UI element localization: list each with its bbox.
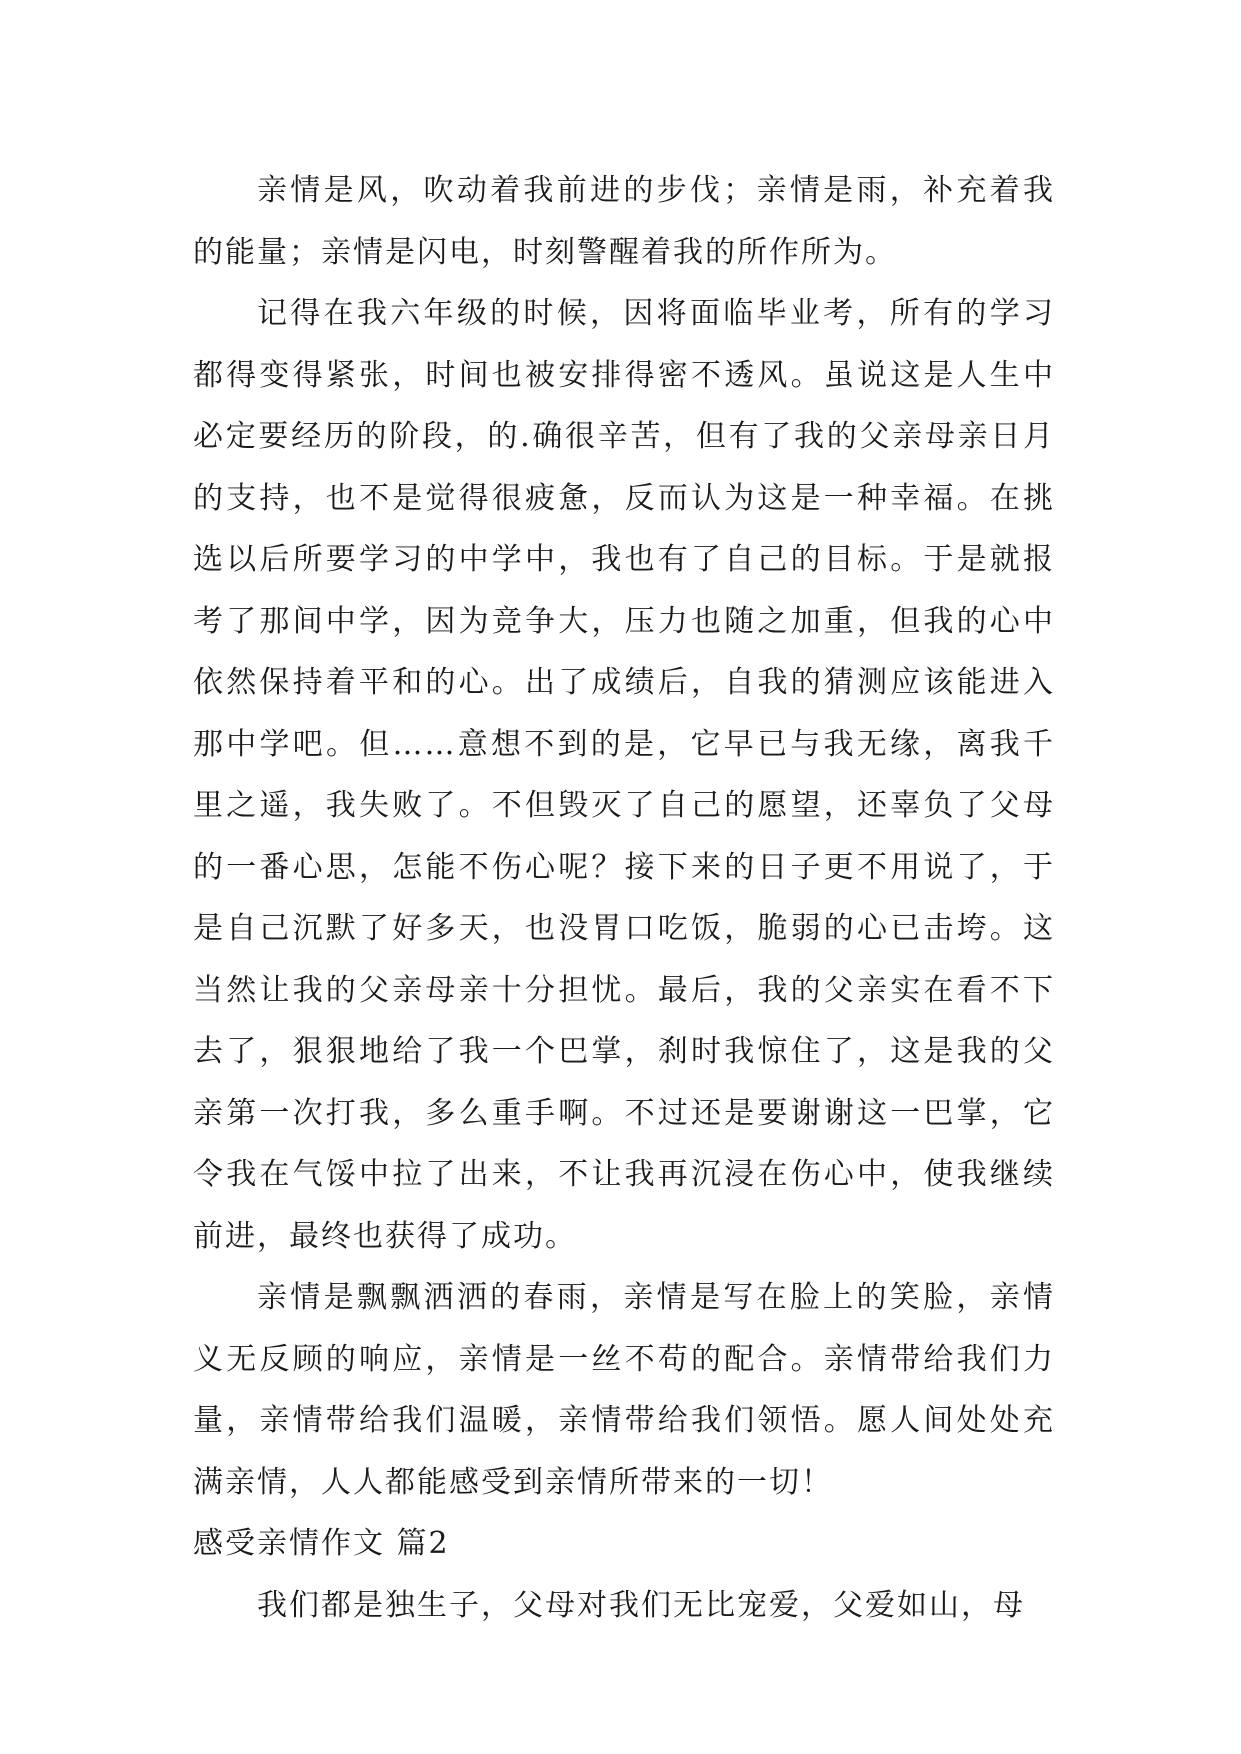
paragraph-story: 记得在我六年级的时候，因将面临毕业考，所有的学习都得变得紧张，时间也被安排得密不透风。虽说这是人生中必定要经历的阶段，的.确很辛苦，但有了我的父亲母亲日月的支持，也不是觉得很疲惫，反而认为这是一种幸福。在挑选以后所要学习的中学中，我也有了自己的目标。于是就报考了那间中学，因为竞争大，压力也随之加重，但我的心中依然保持着平和的心。出了成绩后，自我的猜测应该能进入那中学吧。但……意想不到的是，它早已与我无缘，离我千里之遥，我失败了。不但毁灭了自己的愿望，还辜负了父母的一番心思，怎能不伤心呢？接下来的日子更不用说了，于是自己沉默了好多天，也没胃口吃饭，脆弱的心已击垮。这当然让我的父亲母亲十分担忧。最后，我的父亲实在看不下去了，狠狠地给了我一个巴掌，刹时我惊住了，这是我的父亲第一次打我，多么重手啊。不过还是要谢谢这一巴掌，它令我在气馁中拉了出来，不让我再沉浸在伤心中，使我继续前进，最终也获得了成功。 [193,296,1055,1254]
paragraph-next-section: 我们都是独生子，父母对我们无比宠爱，父爱如山，母 [257,1587,1025,1623]
document-page [193,160,1055,1636]
paragraph-conclusion: 亲情是飘飘洒洒的春雨，亲情是写在脸上的笑脸，亲情义无反顾的响应，亲情是一丝不苟的配合。亲情带给我们力量，亲情带给我们温暖，亲情带给我们领悟。愿人间处处充满亲情，人人都能感受到亲情所带来的一切！ [193,1280,1055,1500]
section-heading: 感受亲情作文 篇2 [193,1526,450,1561]
paragraph-intro: 亲情是风，吹动着我前进的步伐；亲情是雨，补充着我的能量；亲情是闪电，时刻警醒着我的所作所为。 [193,173,1055,270]
